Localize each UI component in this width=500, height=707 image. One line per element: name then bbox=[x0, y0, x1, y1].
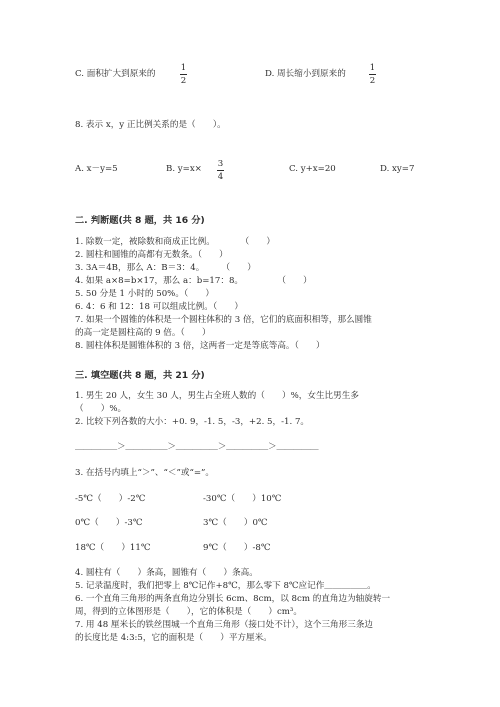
compare-3-right: 9℃（ ）-8℃ bbox=[203, 543, 271, 553]
judge-item-6: 6. 4：6 和 12：18 可以组成比例。（ ） bbox=[75, 302, 243, 312]
judge-item-8: 8. 圆柱体积是圆锥体积的 3 倍，这两者一定是等底等高。（ ） bbox=[75, 341, 325, 351]
fill-q5: 5. 记录温度时，我们把零上 8℃记作+8℃，那么零下 8℃应记作＿＿＿＿＿。 bbox=[75, 581, 376, 591]
q7-option-d-fraction: 1 2 bbox=[369, 63, 376, 86]
q7-option-c: C. 面积扩大到原来的 bbox=[75, 69, 156, 79]
q8-option-a: A. x－y=5 bbox=[75, 164, 118, 174]
fill-q6-cont: 周，得到的立体图形是（ ），它的体积是（ ）cm³。 bbox=[75, 607, 302, 617]
judge-item-5: 5. 50 分是 1 小时的 50%。（ ） bbox=[75, 289, 214, 299]
fill-q7: 7. 用 48 厘米长的铁丝围城一个直角三角形（接口处不计），这个三角形三条边 bbox=[75, 620, 374, 630]
compare-2-right: 3℃（ ）0℃ bbox=[203, 518, 268, 528]
fill-q1: 1. 男生 20 人，女生 30 人，男生占全班人数的（ ）%，女生比男生多 bbox=[75, 391, 359, 401]
q8-option-d: D. xy=7 bbox=[380, 164, 415, 174]
fill-q2-blanks: ＿＿＿＿＿＞＿＿＿＿＿＞＿＿＿＿＿＞＿＿＿＿＿＞＿＿＿＿＿ bbox=[75, 442, 319, 452]
q8-option-c: C. y+x=20 bbox=[289, 164, 336, 174]
q8-option-b: B. y=x× bbox=[166, 164, 202, 174]
fill-q1-cont: （ ）%。 bbox=[75, 404, 127, 414]
judge-item-3: 3. 3A＝4B，那么 A：B＝3：4。 （ ） bbox=[75, 263, 256, 273]
compare-3-left: 18℃（ ）11℃ bbox=[75, 543, 151, 553]
fill-q2: 2. 比较下列各数的大小：+0. 9，-1. 5，-3，+2. 5，-1. 7。 bbox=[75, 417, 310, 427]
section-3-title: 三. 填空题(共 8 题，共 21 分) bbox=[75, 370, 205, 381]
compare-2-left: 0℃（ ）-3℃ bbox=[75, 518, 143, 528]
q8-option-b-fraction: 3 4 bbox=[217, 159, 224, 182]
judge-item-1: 1. 除数一定，被除数和商成正比例。 （ ） bbox=[75, 237, 275, 247]
fill-q6: 6. 一个直角三角形的两条直角边分别长 6cm、8cm，以 8cm 的直角边为轴旋转一 bbox=[75, 594, 391, 604]
fill-q4: 4. 圆柱有（ ）条高，圆锥有（ ）条高。 bbox=[75, 568, 258, 578]
q8-stem: 8. 表示 x，y 正比例关系的是（ ）。 bbox=[75, 120, 226, 130]
q7-option-c-fraction: 1 2 bbox=[180, 63, 187, 86]
judge-item-7-cont: 的高一定是圆柱高的 9 倍。（ ） bbox=[75, 328, 211, 338]
fill-q7-cont: 的长度比是 4:3:5，它的面积是（ ）平方厘米。 bbox=[75, 633, 272, 643]
compare-1-left: -5℃（ ）-2℃ bbox=[75, 494, 146, 504]
judge-item-4: 4. 如果 a×8=b×17，那么 a：b=17：8。 （ ） bbox=[75, 276, 312, 286]
judge-item-7: 7. 如果一个圆锥的体积是一个圆柱体积的 3 倍，它们的底面积相等，那么圆锥 bbox=[75, 315, 372, 325]
judge-item-2: 2. 圆柱和圆锥的高都有无数条。（ ） bbox=[75, 250, 228, 260]
section-2-title: 二. 判断题(共 8 题，共 16 分) bbox=[75, 215, 205, 226]
q7-option-d: D. 周长缩小到原来的 bbox=[265, 69, 346, 79]
fill-q3: 3. 在括号内填上“＞”、“＜”或“=”。 bbox=[75, 468, 215, 478]
compare-1-right: -30℃（ ）10℃ bbox=[203, 494, 282, 504]
